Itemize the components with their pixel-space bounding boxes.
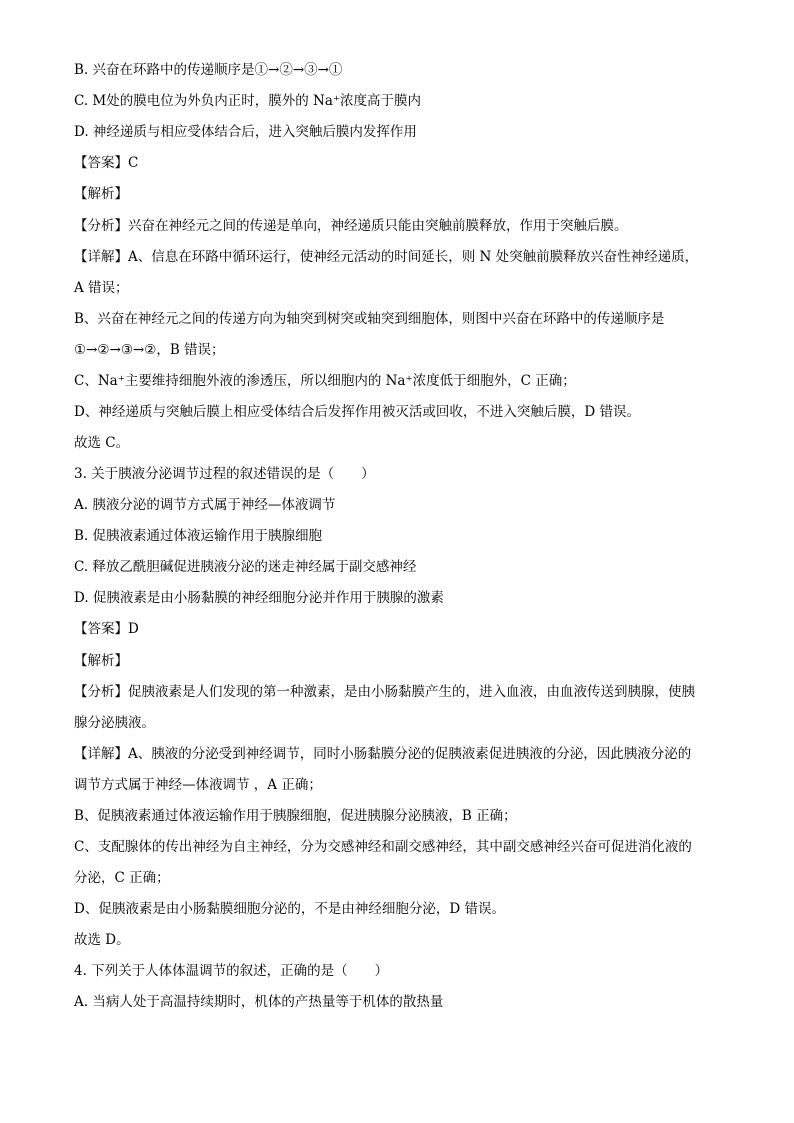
option-line: D. 神经递质与相应受体结合后，进入突触后膜内发挥作用: [74, 124, 417, 140]
detail-line: 【详解】A、信息在环路中循环运行，使神经元活动的时间延长，则 N 处突触前膜释放兴奋性神经递质，: [74, 249, 699, 265]
analysis-line: 【分析】兴奋在神经元之间的传递是单向，神经递质只能由突触前膜释放，作用于突触后膜。: [74, 218, 628, 234]
detail-line: C、支配腺体的传出神经为自主神经，分为交感神经和副交感神经，其中副交感神经兴奋可促进消化液的: [74, 839, 692, 855]
conclusion-line: 故选 C。: [74, 435, 130, 451]
question-stem: 3. 关于胰液分泌调节过程的叙述错误的是（ ）: [74, 466, 375, 482]
option-line: B. 促胰液素通过体液运输作用于胰腺细胞: [74, 528, 323, 544]
option-line: A. 胰液分泌的调节方式属于神经—体液调节: [74, 497, 336, 513]
answer-line: 【答案】C: [74, 155, 139, 171]
detail-line: D、神经递质与突触后膜上相应受体结合后发挥作用被灭活或回收，不进入突触后膜，D 错误。: [74, 404, 640, 420]
analysis-line: 【分析】促胰液素是人们发现的第一种激素，是由小肠黏膜产生的，进入血液，由血液传送到胰腺，使胰: [74, 684, 695, 700]
option-line: D. 促胰液素是由小肠黏膜的神经细胞分泌并作用于胰腺的激素: [74, 590, 444, 606]
option-line: B. 兴奋在环路中的传递顺序是①→②→③→①: [74, 62, 343, 78]
explanation-heading: 【解析】: [74, 186, 128, 202]
detail-line: C、Na⁺主要维持细胞外液的渗透压，所以细胞内的 Na⁺浓度低于细胞外，C 正确；: [74, 373, 576, 389]
detail-line: ①→②→③→②，B 错误；: [74, 342, 225, 358]
detail-line: 【详解】A、胰液的分泌受到神经调节，同时小肠黏膜分泌的促胰液素促进胰液的分泌，因此胰液分泌的: [74, 746, 692, 762]
answer-line: 【答案】D: [74, 621, 139, 637]
analysis-line: 腺分泌胰液。: [74, 715, 155, 731]
conclusion-line: 故选 D。: [74, 932, 130, 948]
option-line: C. M处的膜电位为外负内正时，膜外的 Na⁺浓度高于膜内: [74, 93, 422, 109]
option-line: C. 释放乙酰胆碱促进胰液分泌的迷走神经属于副交感神经: [74, 559, 417, 575]
explanation-heading: 【解析】: [74, 653, 128, 669]
detail-line: B、兴奋在神经元之间的传递方向为轴突到树突或轴突到细胞体，则图中兴奋在环路中的传递顺序是: [74, 311, 665, 327]
detail-line: B、促胰液素通过体液运输作用于胰腺细胞，促进胰腺分泌胰液，B 正确；: [74, 808, 517, 824]
detail-line: 分泌，C 正确；: [74, 870, 170, 886]
option-line: A. 当病人处于高温持续期时，机体的产热量等于机体的散热量: [74, 994, 444, 1010]
detail-line: A 错误；: [74, 280, 129, 296]
question-stem: 4. 下列关于人体体温调节的叙述，正确的是（ ）: [74, 963, 389, 979]
detail-line: D、促胰液素是由小肠黏膜细胞分泌的，不是由神经细胞分泌，D 错误。: [74, 901, 505, 917]
detail-line: 调节方式属于神经—体液调节 ，A 正确；: [74, 777, 322, 793]
